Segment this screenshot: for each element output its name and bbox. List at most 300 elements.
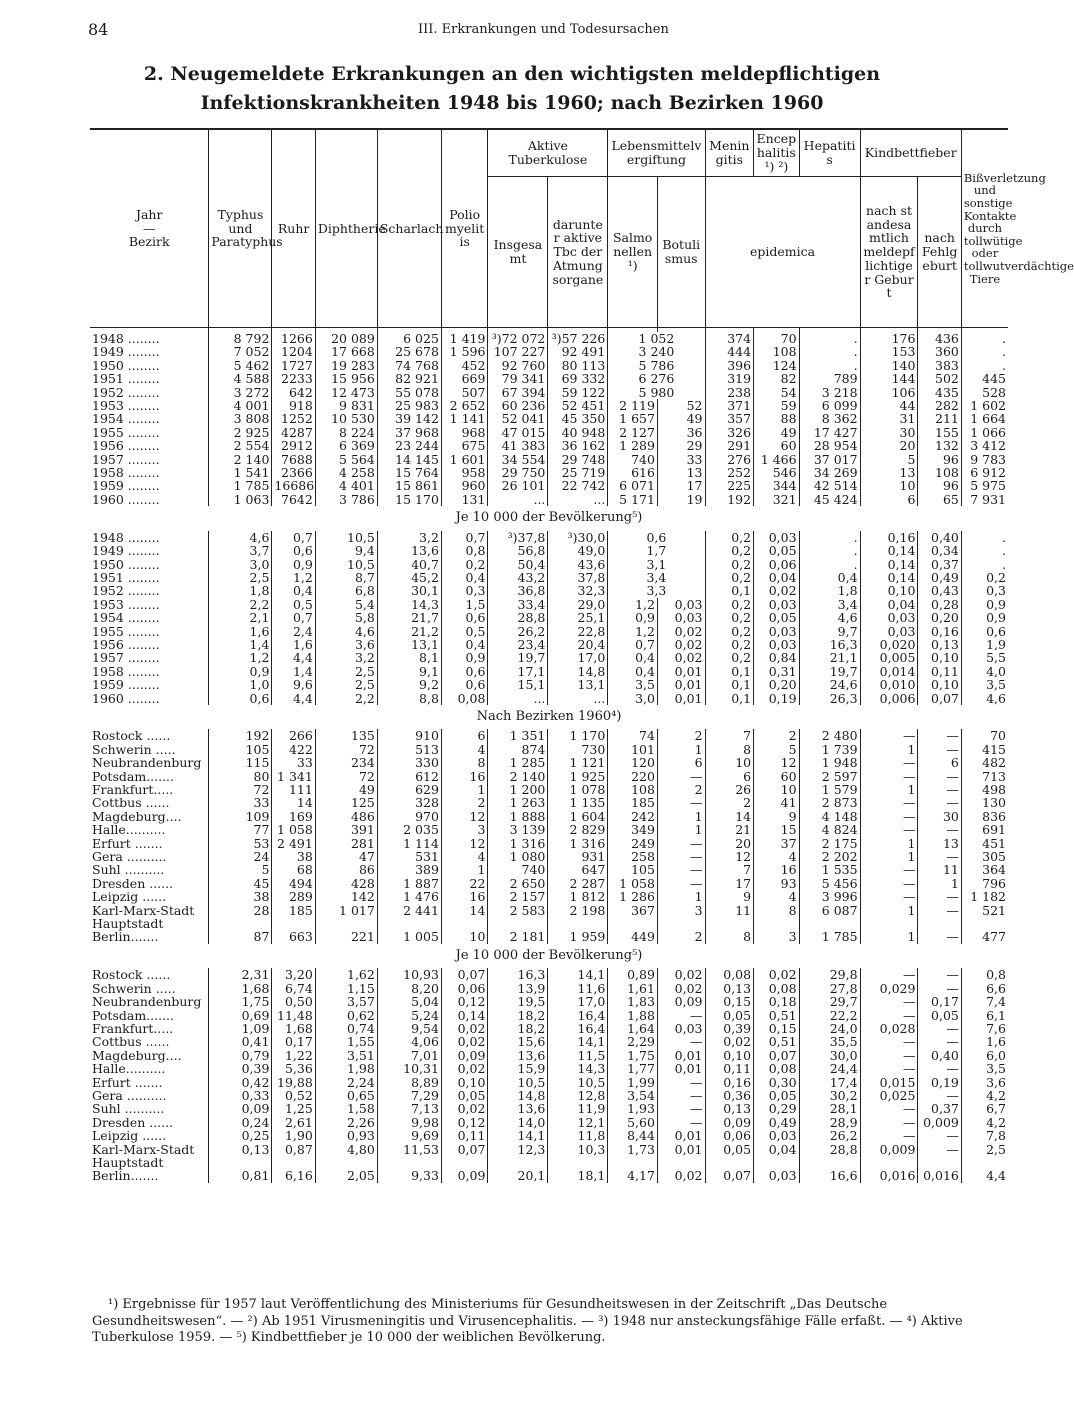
table-row xyxy=(90,493,1008,506)
table-cell: 1,64 xyxy=(608,1022,658,1035)
table-cell: 72 xyxy=(315,770,377,783)
table-cell: 14 xyxy=(272,796,315,809)
table-cell: 105 xyxy=(209,743,272,756)
table-cell: 6 xyxy=(705,770,754,783)
table-row xyxy=(90,399,1008,412)
table-cell: 0,52 xyxy=(272,1089,315,1102)
row-label: Rostock ...... xyxy=(92,967,171,983)
table-cell: 25 983 xyxy=(377,399,441,412)
table-cell: 0,05 xyxy=(754,611,799,624)
table-cell: 1,98 xyxy=(315,1062,377,1075)
row-label: Neubrandenburg xyxy=(92,994,202,1010)
table-cell: 10,3 xyxy=(548,1143,608,1156)
table-cell: 17,1 xyxy=(488,665,548,678)
header-hepatitis: Hepatitis xyxy=(799,129,860,177)
table-cell: 2 xyxy=(657,729,705,742)
table-cell: 14,0 xyxy=(488,1116,548,1129)
table-cell: 1 351 xyxy=(488,729,548,742)
table-cell: ... xyxy=(548,493,608,506)
table-cell: 1 005 xyxy=(377,930,441,943)
table-cell: 33 xyxy=(209,796,272,809)
table-row xyxy=(90,359,1008,372)
table-cell: — xyxy=(918,823,961,836)
table-cell: 0,02 xyxy=(657,625,705,638)
table-row xyxy=(90,756,1008,769)
table-cell: 26 xyxy=(705,783,754,796)
table-cell: 1 135 xyxy=(548,796,608,809)
table-cell: 0,65 xyxy=(315,1089,377,1102)
table-cell: 120 xyxy=(608,756,658,769)
table-cell: 0,18 xyxy=(754,995,799,1008)
table-cell: 6,7 xyxy=(961,1102,1008,1115)
row-label: 1959 ........ xyxy=(92,478,160,494)
table-cell: 0,24 xyxy=(209,1116,272,1129)
row-label: 1952 ........ xyxy=(92,384,160,400)
table-cell: 238 xyxy=(705,386,754,399)
table-cell: 13,9 xyxy=(488,982,548,995)
table-cell: 3,4 xyxy=(799,598,860,611)
table-cell: 25 719 xyxy=(548,466,608,479)
table-cell: 451 xyxy=(961,837,1008,850)
table-cell: — xyxy=(657,850,705,863)
table-cell: 5,60 xyxy=(608,1116,658,1129)
table-row xyxy=(90,651,1008,664)
table-cell: — xyxy=(657,1009,705,1022)
table-cell: 93 xyxy=(754,877,799,890)
table-cell: 16,3 xyxy=(799,638,860,651)
table-cell: 17 xyxy=(657,479,705,492)
table-cell: 1,2 xyxy=(209,651,272,664)
table-cell: 0,36 xyxy=(705,1089,754,1102)
table-cell: 1,5 xyxy=(441,598,488,611)
table-cell: 4,06 xyxy=(377,1035,441,1048)
table-cell: 1,6 xyxy=(209,625,272,638)
table-cell: 5 786 xyxy=(608,359,705,372)
table-row xyxy=(90,531,1008,544)
table-cell: 0,2 xyxy=(441,558,488,571)
table-cell: 0,1 xyxy=(705,665,754,678)
table-row xyxy=(90,332,1008,345)
table-cell: 12 473 xyxy=(315,386,377,399)
table-cell: 14,8 xyxy=(548,665,608,678)
table-cell: 0,05 xyxy=(705,1143,754,1156)
table-cell: 6,6 xyxy=(961,982,1008,995)
table-cell: 96 xyxy=(918,479,961,492)
table-cell: 2 873 xyxy=(799,796,860,809)
table-cell: 12 xyxy=(754,756,799,769)
table-cell: 17 668 xyxy=(315,345,377,358)
table-row xyxy=(90,372,1008,385)
header-meningitis: Meningitis xyxy=(705,129,754,177)
table-cell: 220 xyxy=(608,770,658,783)
table-cell xyxy=(272,1156,315,1169)
table-cell: 0,51 xyxy=(754,1035,799,1048)
row-label: Berlin....... xyxy=(92,1168,159,1184)
table-cell: 415 xyxy=(961,743,1008,756)
table-cell: 0,6 xyxy=(441,678,488,691)
table-cell: 1,99 xyxy=(608,1076,658,1089)
table-cell: 3,4 xyxy=(608,571,705,584)
header-encephalitis: Encephalitis¹) ²) xyxy=(754,129,799,177)
table-cell: — xyxy=(657,770,705,783)
table-cell: 1 664 xyxy=(961,412,1008,425)
table-cell: 33,4 xyxy=(488,598,548,611)
table-cell: 36 xyxy=(657,426,705,439)
table-cell: 0,84 xyxy=(754,651,799,664)
table-cell: 0,14 xyxy=(860,544,918,557)
table-cell: 4,6 xyxy=(209,531,272,544)
row-label: 1954 ........ xyxy=(92,610,160,626)
table-cell: — xyxy=(918,890,961,903)
footnotes xyxy=(92,1297,1010,1347)
table-cell: 7642 xyxy=(272,493,315,506)
table-row xyxy=(90,466,1008,479)
table-cell: 0,20 xyxy=(754,678,799,691)
table-cell: 6 071 xyxy=(608,479,658,492)
table-cell: 3 808 xyxy=(209,412,272,425)
table-cell: 0,009 xyxy=(918,1116,961,1129)
table-cell: 18,1 xyxy=(548,1169,608,1182)
table-cell: 5 980 xyxy=(608,386,705,399)
table-cell: 87 xyxy=(209,930,272,943)
table-row xyxy=(90,877,1008,890)
table-cell: . xyxy=(961,544,1008,557)
table-cell: 1 286 xyxy=(608,890,658,903)
table-cell: ... xyxy=(548,692,608,705)
table-cell: 0,7 xyxy=(608,638,658,651)
table-cell: 47 015 xyxy=(488,426,548,439)
table-cell: 0,01 xyxy=(657,1062,705,1075)
table-cell: 0,8 xyxy=(441,544,488,557)
table-cell: 1,83 xyxy=(608,995,658,1008)
table-cell: 41 xyxy=(754,796,799,809)
table-cell: 1 602 xyxy=(961,399,1008,412)
table-cell: 6 276 xyxy=(608,372,705,385)
table-cell: 391 xyxy=(315,823,377,836)
table-cell: 6,16 xyxy=(272,1169,315,1182)
table-cell: 0,30 xyxy=(754,1076,799,1089)
table-cell: 4 xyxy=(754,850,799,863)
table-cell: 2 287 xyxy=(548,877,608,890)
table-cell: 1252 xyxy=(272,412,315,425)
table-cell: 0,9 xyxy=(272,558,315,571)
row-label: Halle.......... xyxy=(92,1061,166,1077)
table-cell: 153 xyxy=(860,345,918,358)
table-cell: 3,6 xyxy=(315,638,377,651)
table-cell: 1 541 xyxy=(209,466,272,479)
table-cell: 29 750 xyxy=(488,466,548,479)
table-cell: 0,11 xyxy=(705,1062,754,1075)
table-cell: 20 089 xyxy=(315,332,377,345)
row-label: 1955 ........ xyxy=(92,623,160,639)
table-cell: 1,2 xyxy=(608,625,658,638)
table-row xyxy=(90,837,1008,850)
table-cell: 1 785 xyxy=(209,479,272,492)
table-cell: 1,77 xyxy=(608,1062,658,1075)
table-cell: 23,4 xyxy=(488,638,548,651)
table-cell: 24,0 xyxy=(799,1022,860,1035)
table-cell: — xyxy=(918,982,961,995)
table-cell: 0,16 xyxy=(860,531,918,544)
table-cell: 70 xyxy=(961,729,1008,742)
table-cell: 1 066 xyxy=(961,426,1008,439)
row-label: Hauptstadt xyxy=(92,916,164,932)
table-cell xyxy=(657,1156,705,1169)
table-cell xyxy=(209,917,272,930)
table-cell: 3 xyxy=(441,823,488,836)
table-cell: 0,7 xyxy=(441,531,488,544)
table-cell: — xyxy=(860,968,918,981)
table-cell: 1727 xyxy=(272,359,315,372)
table-cell xyxy=(548,917,608,930)
table-cell: 108 xyxy=(918,466,961,479)
table-cell: 0,02 xyxy=(657,651,705,664)
table-cell: 0,9 xyxy=(961,598,1008,611)
table-cell: 0,02 xyxy=(657,982,705,995)
table-cell: 0,7 xyxy=(272,531,315,544)
table-cell: 10 xyxy=(441,930,488,943)
table-cell: 374 xyxy=(705,332,754,345)
table-cell: 2 140 xyxy=(488,770,548,783)
table-cell: 8 792 xyxy=(209,332,272,345)
table-cell: 521 xyxy=(961,904,1008,917)
table-cell: 2,5 xyxy=(209,571,272,584)
table-cell: 55 078 xyxy=(377,386,441,399)
table-cell: 31 xyxy=(860,412,918,425)
table-cell: 16 xyxy=(754,863,799,876)
table-cell: — xyxy=(918,1129,961,1142)
table-cell: 4,6 xyxy=(315,625,377,638)
table-title-line-1: 2. Neugemeldete Erkrankungen an den wichtigsten meldepflichtigen xyxy=(143,63,881,85)
table-cell: 70 xyxy=(754,332,799,345)
table-cell: 53 xyxy=(209,837,272,850)
table-cell: 0,25 xyxy=(209,1129,272,1142)
table-cell: 74 xyxy=(608,729,658,742)
table-cell: 92 491 xyxy=(548,345,608,358)
table-cell: 252 xyxy=(705,466,754,479)
table-cell: 3 412 xyxy=(961,439,1008,452)
table-cell: 9,6 xyxy=(272,678,315,691)
table-cell: 0,07 xyxy=(441,1143,488,1156)
table-cell: — xyxy=(918,743,961,756)
table-cell: 19,5 xyxy=(488,995,548,1008)
table-row xyxy=(90,890,1008,903)
table-cell: 1 xyxy=(860,904,918,917)
table-cell: 0,5 xyxy=(441,625,488,638)
table-cell: 1,2 xyxy=(272,571,315,584)
table-cell: 13,6 xyxy=(488,1049,548,1062)
table-cell: 3,5 xyxy=(961,678,1008,691)
table-row xyxy=(90,625,1008,638)
table-cell: 0,025 xyxy=(860,1089,918,1102)
table-cell: 0,02 xyxy=(705,1035,754,1048)
table-cell: — xyxy=(918,1089,961,1102)
table-cell: 0,05 xyxy=(705,1009,754,1022)
table-cell: 1 476 xyxy=(377,890,441,903)
table-cell: — xyxy=(860,729,918,742)
table-cell: 0,8 xyxy=(961,968,1008,981)
row-label: Leipzig ...... xyxy=(92,1128,167,1144)
header-aktive-tuberkulose: Aktive Tuberkulose xyxy=(488,129,608,177)
table-cell: 0,02 xyxy=(441,1022,488,1035)
table-cell: 26,3 xyxy=(799,692,860,705)
table-cell: — xyxy=(918,1143,961,1156)
table-cell: — xyxy=(657,796,705,809)
table-cell: 3,5 xyxy=(608,678,658,691)
table-cell: 0,02 xyxy=(754,584,799,597)
table-cell: 1 058 xyxy=(608,877,658,890)
table-cell: 1,58 xyxy=(315,1102,377,1115)
table-cell: 0,74 xyxy=(315,1022,377,1035)
table-cell: 0,33 xyxy=(209,1089,272,1102)
table-cell: 0,01 xyxy=(657,1143,705,1156)
table-cell: 1,4 xyxy=(272,665,315,678)
table-row xyxy=(90,917,1008,930)
table-cell: 10,5 xyxy=(315,558,377,571)
table-cell: 0,37 xyxy=(918,1102,961,1115)
table-cell: 1 xyxy=(860,930,918,943)
table-cell: 0,03 xyxy=(657,598,705,611)
table-cell: 21,7 xyxy=(377,611,441,624)
table-cell xyxy=(961,1156,1008,1169)
table-cell: 0,2 xyxy=(705,571,754,584)
table-cell: 49 xyxy=(315,783,377,796)
table-cell: — xyxy=(657,1076,705,1089)
table-cell: 92 760 xyxy=(488,359,548,372)
table-cell: 449 xyxy=(608,930,658,943)
table-cell: 874 xyxy=(488,743,548,756)
table-cell: 8,7 xyxy=(315,571,377,584)
table-cell: 796 xyxy=(961,877,1008,890)
row-label: Cottbus ...... xyxy=(92,795,170,811)
table-cell: 18,2 xyxy=(488,1022,548,1035)
table-cell: 258 xyxy=(608,850,658,863)
table-cell: 0,6 xyxy=(441,611,488,624)
table-cell: 367 xyxy=(608,904,658,917)
table-cell: 291 xyxy=(705,439,754,452)
table-cell: 0,34 xyxy=(918,544,961,557)
table-cell: ³)72 072 xyxy=(488,332,548,345)
table-cell: 6 912 xyxy=(961,466,1008,479)
table-cell: 8,8 xyxy=(377,692,441,705)
table-cell: 740 xyxy=(608,453,658,466)
table-cell: 713 xyxy=(961,770,1008,783)
table-cell: 21 xyxy=(705,823,754,836)
table-row xyxy=(90,995,1008,1008)
table-cell: 22,8 xyxy=(548,625,608,638)
table-cell: 2233 xyxy=(272,372,315,385)
table-cell: 9 xyxy=(754,810,799,823)
table-cell: 130 xyxy=(961,796,1008,809)
table-cell: 22 xyxy=(441,877,488,890)
table-cell: 8 224 xyxy=(315,426,377,439)
section-heading: Je 10 000 der Bevölkerung⁵) xyxy=(455,510,643,526)
table-cell: 25 678 xyxy=(377,345,441,358)
table-cell: — xyxy=(657,877,705,890)
table-cell: 1,8 xyxy=(799,584,860,597)
table-cell: 7,8 xyxy=(961,1129,1008,1142)
table-cell: 28,8 xyxy=(488,611,548,624)
table-cell: 0,03 xyxy=(657,1022,705,1035)
row-label: Karl-Marx-Stadt xyxy=(92,902,195,918)
table-cell: 19,88 xyxy=(272,1076,315,1089)
table-cell: 54 xyxy=(754,386,799,399)
table-cell: — xyxy=(918,904,961,917)
table-cell: 37 xyxy=(754,837,799,850)
table-cell: 436 xyxy=(918,332,961,345)
table-cell: 968 xyxy=(441,426,488,439)
table-cell: 0,08 xyxy=(441,692,488,705)
table-cell: 14 xyxy=(705,810,754,823)
table-cell: 0,40 xyxy=(918,531,961,544)
table-cell xyxy=(315,1156,377,1169)
table-cell: 26,2 xyxy=(799,1129,860,1142)
table-cell: 1 xyxy=(918,877,961,890)
table-cell xyxy=(860,1156,918,1169)
table-cell: 1,62 xyxy=(315,968,377,981)
table-cell: 3,20 xyxy=(272,968,315,981)
table-cell: 0,43 xyxy=(918,584,961,597)
table-cell: 282 xyxy=(918,399,961,412)
table-cell: 389 xyxy=(377,863,441,876)
table-cell: 24,6 xyxy=(799,678,860,691)
table-cell: 0,03 xyxy=(860,625,918,638)
table-cell: 477 xyxy=(961,930,1008,943)
table-cell: 0,06 xyxy=(441,982,488,995)
table-cell: 13 xyxy=(657,466,705,479)
table-cell: 3,5 xyxy=(961,1062,1008,1075)
table-cell: 8,20 xyxy=(377,982,441,995)
table-cell: 0,02 xyxy=(441,1062,488,1075)
table-cell: 0,6 xyxy=(961,625,1008,638)
table-cell: 2 480 xyxy=(799,729,860,742)
table-cell: 10,31 xyxy=(377,1062,441,1075)
table-cell: 211 xyxy=(918,412,961,425)
table-cell: 13 xyxy=(860,466,918,479)
statistics-table xyxy=(90,128,1074,1184)
table-cell: 30 xyxy=(860,426,918,439)
table-cell: 1,55 xyxy=(315,1035,377,1048)
table-cell: 3,1 xyxy=(608,558,705,571)
table-cell: 0,39 xyxy=(705,1022,754,1035)
table-cell: 16686 xyxy=(272,479,315,492)
table-cell: 2,05 xyxy=(315,1169,377,1182)
header-bissverletzung: Bißverletzung und sonstige Kontakte durch tollwütige oder tollwutverdächtige Tiere xyxy=(961,129,1008,328)
table-cell: 1,61 xyxy=(608,982,658,995)
table-cell: 9,33 xyxy=(377,1169,441,1182)
table-cell: 142 xyxy=(315,890,377,903)
table-cell: 5 462 xyxy=(209,359,272,372)
table-row xyxy=(90,692,1008,705)
table-cell: 1 141 xyxy=(441,412,488,425)
table-cell: 0,08 xyxy=(754,982,799,995)
table-cell: 0,13 xyxy=(209,1143,272,1156)
table-cell: 675 xyxy=(441,439,488,452)
table-cell: 1 579 xyxy=(799,783,860,796)
table-cell: 3,3 xyxy=(608,584,705,597)
table-row xyxy=(90,453,1008,466)
table-cell: — xyxy=(918,930,961,943)
table-cell: 0,05 xyxy=(754,544,799,557)
table-cell: 0,05 xyxy=(754,1089,799,1102)
table-cell: 15,9 xyxy=(488,1062,548,1075)
table-cell: 38 xyxy=(209,890,272,903)
table-cell: 612 xyxy=(377,770,441,783)
table-cell: — xyxy=(860,756,918,769)
section-heading: Je 10 000 der Bevölkerung⁵) xyxy=(455,947,643,963)
table-cell: 38 xyxy=(272,850,315,863)
table-cell: 740 xyxy=(488,863,548,876)
